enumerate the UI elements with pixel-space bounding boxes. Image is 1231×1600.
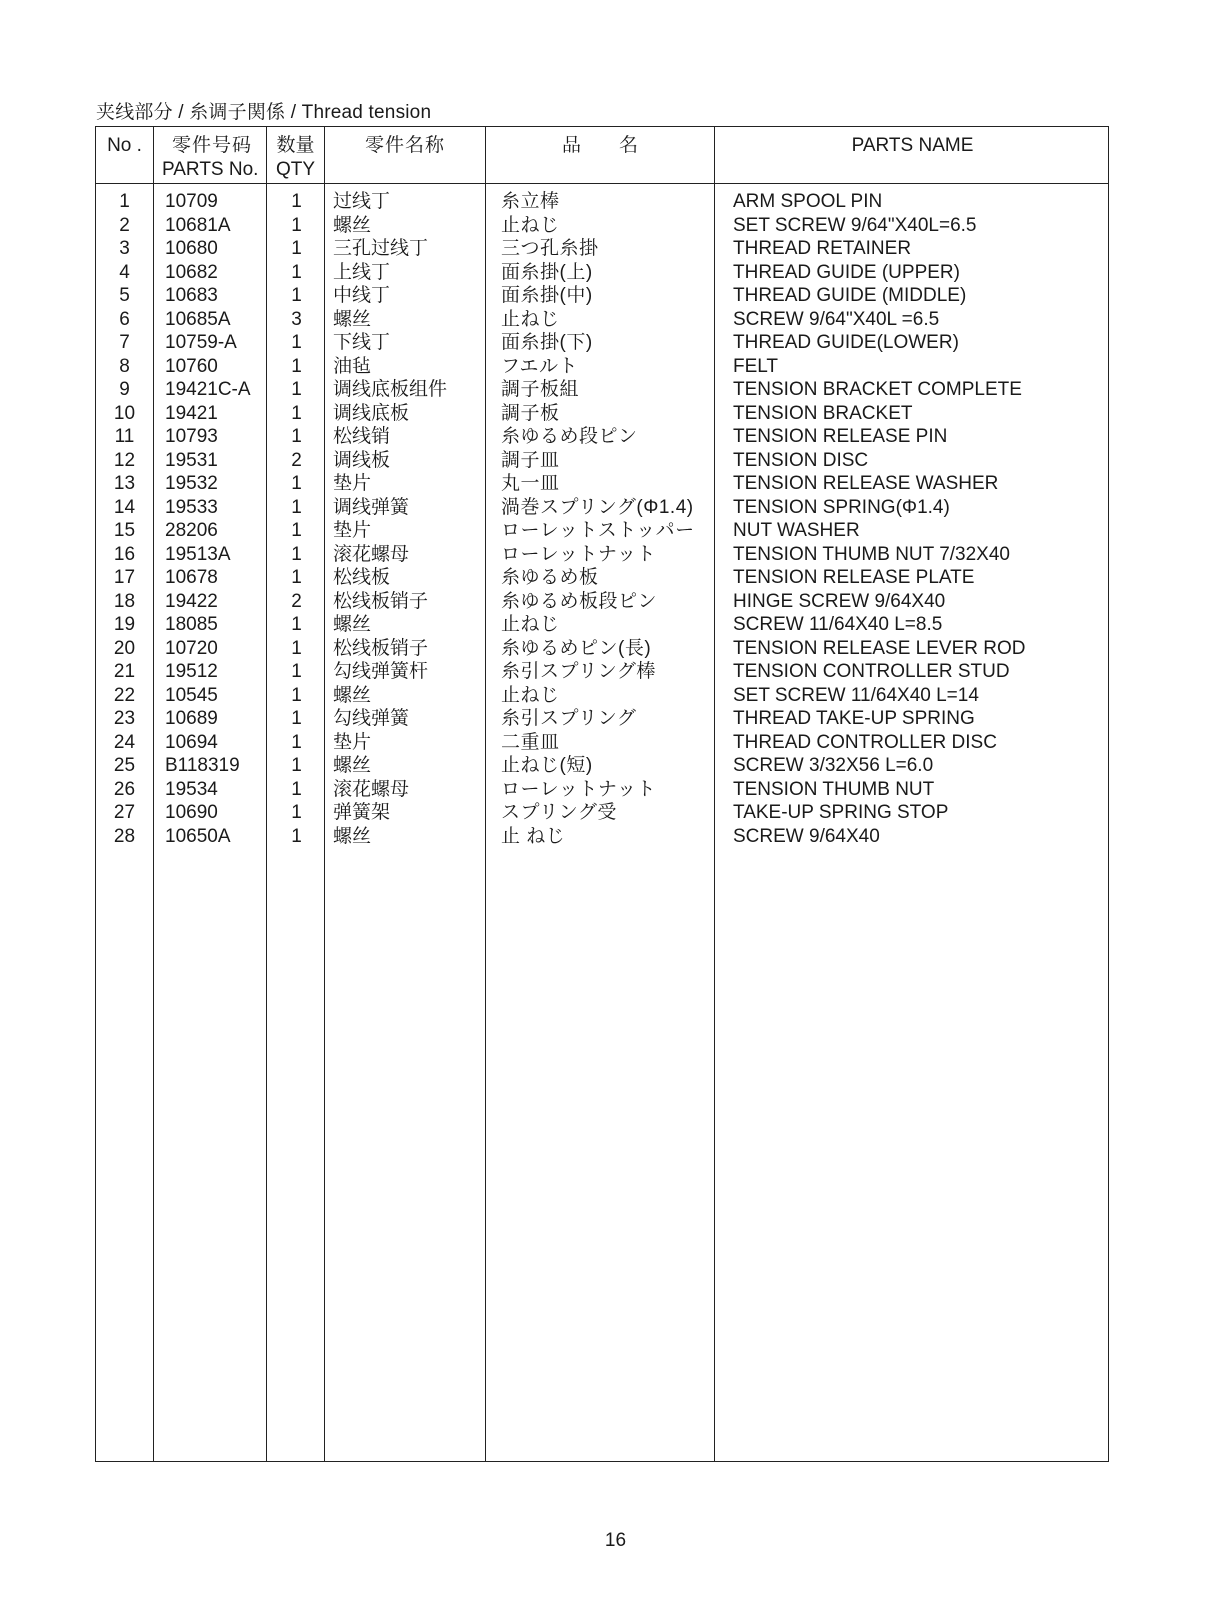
row-name-en: TENSION THUMB NUT 7/32X40 bbox=[733, 543, 1010, 565]
row-name-en: SCREW 3/32X56 L=6.0 bbox=[733, 755, 934, 776]
row-name-jp: 糸ゆるめ段ピン bbox=[501, 426, 638, 447]
row-qty: 1 bbox=[291, 661, 302, 682]
row-name-cn: 松线板 bbox=[333, 567, 391, 588]
table-row bbox=[96, 284, 1108, 308]
row-name-jp: スプリング受 bbox=[501, 802, 617, 823]
row-no: 1 bbox=[119, 191, 130, 212]
table-row bbox=[96, 707, 1108, 731]
row-name-jp: 面糸掛(中) bbox=[501, 285, 593, 306]
page-title: 夹线部分 / 糸调子関係 / Thread tension bbox=[96, 102, 432, 123]
row-qty: 1 bbox=[291, 261, 302, 283]
row-name-en: THREAD TAKE-UP SPRING bbox=[733, 708, 975, 729]
row-part-number: 19421C-A bbox=[165, 379, 251, 400]
row-name-en: THREAD RETAINER bbox=[733, 238, 912, 259]
row-name-jp: 止ねじ bbox=[501, 308, 560, 330]
row-name-cn: 下线丁 bbox=[333, 332, 391, 353]
row-name-jp: 止ねじ(短) bbox=[501, 755, 593, 776]
row-qty: 1 bbox=[291, 731, 302, 753]
row-part-number: 10689 bbox=[165, 708, 218, 729]
table-row bbox=[96, 214, 1108, 238]
row-no: 17 bbox=[113, 567, 136, 588]
row-part-number: 19422 bbox=[165, 590, 218, 612]
row-qty: 1 bbox=[291, 238, 302, 259]
row-qty: 1 bbox=[291, 426, 302, 447]
row-name-jp: 丸一皿 bbox=[501, 473, 560, 494]
row-name-jp: 三つ孔糸掛 bbox=[501, 238, 599, 259]
row-part-number: 10678 bbox=[165, 567, 218, 588]
header-name-jp: 品 名 bbox=[561, 135, 638, 156]
row-qty: 1 bbox=[291, 379, 302, 400]
row-name-en: SCREW 11/64X40 L=8.5 bbox=[733, 614, 943, 635]
row-name-en: THREAD GUIDE(LOWER) bbox=[733, 332, 959, 353]
row-name-cn: 螺丝 bbox=[333, 614, 372, 635]
row-name-en: TENSION RELEASE LEVER ROD bbox=[733, 637, 1026, 659]
row-part-number: 19533 bbox=[165, 496, 218, 518]
table-row bbox=[96, 496, 1108, 520]
row-name-cn: 中线丁 bbox=[333, 285, 391, 306]
row-name-cn: 调线弹簧 bbox=[333, 496, 410, 518]
row-qty: 1 bbox=[291, 708, 302, 729]
row-name-jp: 糸立棒 bbox=[501, 191, 560, 212]
row-part-number: 10683 bbox=[165, 285, 218, 306]
row-name-jp: 止ねじ bbox=[501, 684, 560, 706]
row-name-cn: 弹簧架 bbox=[333, 802, 391, 823]
table-row bbox=[96, 425, 1108, 449]
table-row bbox=[96, 261, 1108, 285]
row-qty: 1 bbox=[291, 778, 302, 800]
parts-table bbox=[95, 126, 1109, 1462]
row-name-cn: 三孔过线丁 bbox=[333, 238, 429, 259]
row-name-en: TENSION BRACKET bbox=[733, 402, 913, 424]
row-name-en: TENSION DISC bbox=[733, 449, 869, 471]
table-row bbox=[96, 331, 1108, 355]
table-row bbox=[96, 731, 1108, 755]
header-qty-en: QTY bbox=[275, 159, 316, 180]
row-name-cn: 滚花螺母 bbox=[333, 543, 410, 565]
row-name-cn: 螺丝 bbox=[333, 755, 372, 776]
row-name-cn: 调线底板组件 bbox=[333, 379, 448, 400]
table-row bbox=[96, 613, 1108, 637]
row-name-cn: 过线丁 bbox=[333, 191, 391, 212]
row-no: 9 bbox=[119, 379, 130, 400]
header-no: No . bbox=[107, 135, 142, 156]
row-name-cn: 垫片 bbox=[333, 473, 372, 494]
row-part-number: 19513A bbox=[165, 543, 231, 565]
row-qty: 1 bbox=[291, 473, 302, 494]
row-qty: 1 bbox=[291, 755, 302, 776]
row-no: 5 bbox=[119, 285, 130, 306]
row-part-number: 10694 bbox=[165, 731, 218, 753]
row-name-jp: 糸引スプリング棒 bbox=[501, 661, 656, 682]
row-name-en: HINGE SCREW 9/64X40 bbox=[733, 590, 946, 612]
row-part-number: 19532 bbox=[165, 473, 218, 494]
row-no: 23 bbox=[113, 708, 136, 729]
row-name-jp: 糸ゆるめピン(長) bbox=[501, 637, 652, 659]
table-header bbox=[96, 127, 1108, 184]
row-name-en: ARM SPOOL PIN bbox=[733, 191, 883, 212]
row-name-cn: 上线丁 bbox=[333, 261, 391, 283]
row-name-cn: 螺丝 bbox=[333, 308, 372, 330]
row-name-cn: 螺丝 bbox=[333, 214, 372, 236]
row-part-number: 10681A bbox=[165, 214, 231, 236]
row-name-cn: 滚花螺母 bbox=[333, 778, 410, 800]
header-name-en: PARTS NAME bbox=[851, 135, 974, 156]
row-qty: 2 bbox=[291, 449, 302, 471]
row-name-en: TENSION SPRING(Φ1.4) bbox=[733, 496, 950, 518]
row-name-cn: 螺丝 bbox=[333, 825, 372, 847]
row-name-en: NUT WASHER bbox=[733, 520, 860, 541]
row-name-jp: ローレットストッパー bbox=[501, 520, 695, 541]
table-row bbox=[96, 378, 1108, 402]
row-name-en: THREAD GUIDE (UPPER) bbox=[733, 261, 960, 283]
row-part-number: 28206 bbox=[165, 520, 218, 541]
row-name-cn: 松线销 bbox=[333, 426, 391, 447]
row-name-jp: フエルト bbox=[501, 355, 579, 377]
row-part-number: 10759-A bbox=[165, 332, 237, 353]
row-part-number: B118319 bbox=[165, 755, 240, 776]
table-body bbox=[96, 190, 1108, 848]
row-name-jp: 止ねじ bbox=[501, 214, 560, 236]
row-name-jp: ローレットナット bbox=[501, 543, 657, 565]
row-name-en: TENSION RELEASE PIN bbox=[733, 426, 948, 447]
row-no: 8 bbox=[119, 355, 130, 377]
table-row bbox=[96, 754, 1108, 778]
row-part-number: 19421 bbox=[165, 402, 218, 424]
header-parts-no-cn: 零件号码 bbox=[172, 135, 253, 156]
row-no: 27 bbox=[113, 802, 136, 823]
row-no: 20 bbox=[113, 637, 136, 659]
table-row bbox=[96, 237, 1108, 261]
row-name-jp: 糸ゆるめ板段ピン bbox=[501, 590, 658, 612]
row-part-number: 10685A bbox=[165, 308, 231, 330]
row-part-number: 10545 bbox=[165, 684, 218, 706]
row-name-cn: 勾线弹簧 bbox=[333, 708, 410, 729]
row-qty: 1 bbox=[291, 402, 302, 424]
row-name-jp: ローレットナット bbox=[501, 778, 657, 800]
row-qty: 1 bbox=[291, 520, 302, 541]
header-qty-cn: 数量 bbox=[276, 135, 315, 156]
row-no: 16 bbox=[113, 543, 136, 565]
row-no: 12 bbox=[113, 449, 136, 471]
header-name-cn: 零件名称 bbox=[364, 135, 445, 156]
row-no: 13 bbox=[113, 473, 136, 494]
row-name-jp: 止ねじ bbox=[501, 614, 560, 635]
row-no: 19 bbox=[113, 614, 136, 635]
row-no: 14 bbox=[113, 496, 136, 518]
row-part-number: 10709 bbox=[165, 191, 218, 212]
page-number: 16 bbox=[604, 1530, 627, 1551]
row-name-cn: 勾线弹簧杆 bbox=[333, 661, 429, 682]
row-part-number: 10650A bbox=[165, 825, 231, 847]
row-name-cn: 松线板销子 bbox=[333, 637, 429, 659]
row-no: 2 bbox=[119, 214, 130, 236]
row-name-jp: 止 ねじ bbox=[501, 825, 566, 847]
row-qty: 1 bbox=[291, 543, 302, 565]
row-part-number: 10760 bbox=[165, 355, 218, 377]
row-qty: 1 bbox=[291, 355, 302, 377]
table-row bbox=[96, 778, 1108, 802]
row-part-number: 10720 bbox=[165, 637, 218, 659]
table-row bbox=[96, 637, 1108, 661]
row-name-en: TENSION THUMB NUT bbox=[733, 778, 935, 800]
row-name-en: TENSION BRACKET COMPLETE bbox=[733, 379, 1022, 400]
row-qty: 1 bbox=[291, 825, 302, 847]
table-row bbox=[96, 308, 1108, 332]
row-no: 25 bbox=[113, 755, 136, 776]
table-row bbox=[96, 543, 1108, 567]
row-qty: 1 bbox=[291, 637, 302, 659]
row-qty: 1 bbox=[291, 802, 302, 823]
row-part-number: 19512 bbox=[165, 661, 218, 682]
row-name-jp: 糸ゆるめ板 bbox=[501, 567, 599, 588]
row-name-en: SET SCREW 11/64X40 L=14 bbox=[733, 684, 979, 706]
row-qty: 1 bbox=[291, 614, 302, 635]
row-name-en: SET SCREW 9/64"X40L=6.5 bbox=[733, 214, 977, 236]
row-name-en: THREAD CONTROLLER DISC bbox=[733, 731, 997, 753]
row-no: 24 bbox=[113, 731, 136, 753]
row-name-en: THREAD GUIDE (MIDDLE) bbox=[733, 285, 967, 306]
header-parts-no-en: PARTS No. bbox=[162, 159, 259, 180]
table-row bbox=[96, 825, 1108, 849]
row-qty: 1 bbox=[291, 214, 302, 236]
row-name-jp: 糸引スプリング bbox=[501, 708, 637, 729]
row-part-number: 10793 bbox=[165, 426, 218, 447]
row-qty: 3 bbox=[291, 308, 302, 330]
table-row bbox=[96, 519, 1108, 543]
row-qty: 1 bbox=[291, 496, 302, 518]
row-name-cn: 松线板销子 bbox=[333, 590, 429, 612]
row-part-number: 19534 bbox=[165, 778, 218, 800]
table-row bbox=[96, 190, 1108, 214]
row-name-jp: 調子皿 bbox=[501, 449, 560, 471]
row-part-number: 10682 bbox=[165, 261, 218, 283]
row-qty: 1 bbox=[291, 684, 302, 706]
table-row bbox=[96, 566, 1108, 590]
row-name-cn: 垫片 bbox=[333, 520, 372, 541]
table-row bbox=[96, 355, 1108, 379]
row-no: 3 bbox=[119, 238, 130, 259]
row-part-number: 10680 bbox=[165, 238, 218, 259]
row-name-jp: 渦巻スプリング(Φ1.4) bbox=[501, 496, 694, 518]
row-no: 28 bbox=[113, 825, 136, 847]
row-no: 15 bbox=[113, 520, 136, 541]
row-name-jp: 二重皿 bbox=[501, 731, 560, 753]
row-name-en: FELT bbox=[733, 355, 779, 377]
table-row bbox=[96, 684, 1108, 708]
row-no: 11 bbox=[114, 426, 135, 447]
row-name-jp: 調子板 bbox=[501, 402, 560, 424]
row-name-jp: 面糸掛(下) bbox=[501, 332, 593, 353]
row-no: 26 bbox=[113, 778, 136, 800]
row-name-cn: 垫片 bbox=[333, 731, 372, 753]
row-name-en: TAKE-UP SPRING STOP bbox=[733, 802, 949, 823]
row-name-en: SCREW 9/64X40 bbox=[733, 825, 880, 847]
row-name-jp: 面糸掛(上) bbox=[501, 261, 593, 283]
row-name-cn: 螺丝 bbox=[333, 684, 372, 706]
table-row bbox=[96, 402, 1108, 426]
row-no: 21 bbox=[113, 661, 136, 682]
table-row bbox=[96, 449, 1108, 473]
row-no: 18 bbox=[113, 590, 136, 612]
row-part-number: 18085 bbox=[165, 614, 218, 635]
row-no: 10 bbox=[113, 402, 136, 424]
row-name-en: TENSION RELEASE PLATE bbox=[733, 567, 975, 588]
row-name-en: TENSION CONTROLLER STUD bbox=[733, 661, 1010, 682]
row-no: 6 bbox=[119, 308, 130, 330]
row-qty: 1 bbox=[291, 285, 302, 306]
row-no: 22 bbox=[113, 684, 136, 706]
row-name-jp: 調子板組 bbox=[501, 379, 580, 400]
row-name-cn: 调线板 bbox=[333, 449, 391, 471]
table-row bbox=[96, 472, 1108, 496]
row-name-cn: 油毡 bbox=[333, 355, 372, 377]
row-name-cn: 调线底板 bbox=[333, 402, 410, 424]
row-part-number: 19531 bbox=[165, 449, 218, 471]
table-row bbox=[96, 801, 1108, 825]
row-no: 7 bbox=[119, 332, 130, 353]
row-no: 4 bbox=[119, 261, 130, 283]
row-qty: 2 bbox=[291, 590, 302, 612]
table-row bbox=[96, 590, 1108, 614]
table-row bbox=[96, 660, 1108, 684]
row-qty: 1 bbox=[291, 191, 302, 212]
row-name-en: SCREW 9/64"X40L =6.5 bbox=[733, 308, 940, 330]
row-part-number: 10690 bbox=[165, 802, 218, 823]
row-name-en: TENSION RELEASE WASHER bbox=[733, 473, 999, 494]
row-qty: 1 bbox=[291, 332, 302, 353]
row-qty: 1 bbox=[291, 567, 302, 588]
